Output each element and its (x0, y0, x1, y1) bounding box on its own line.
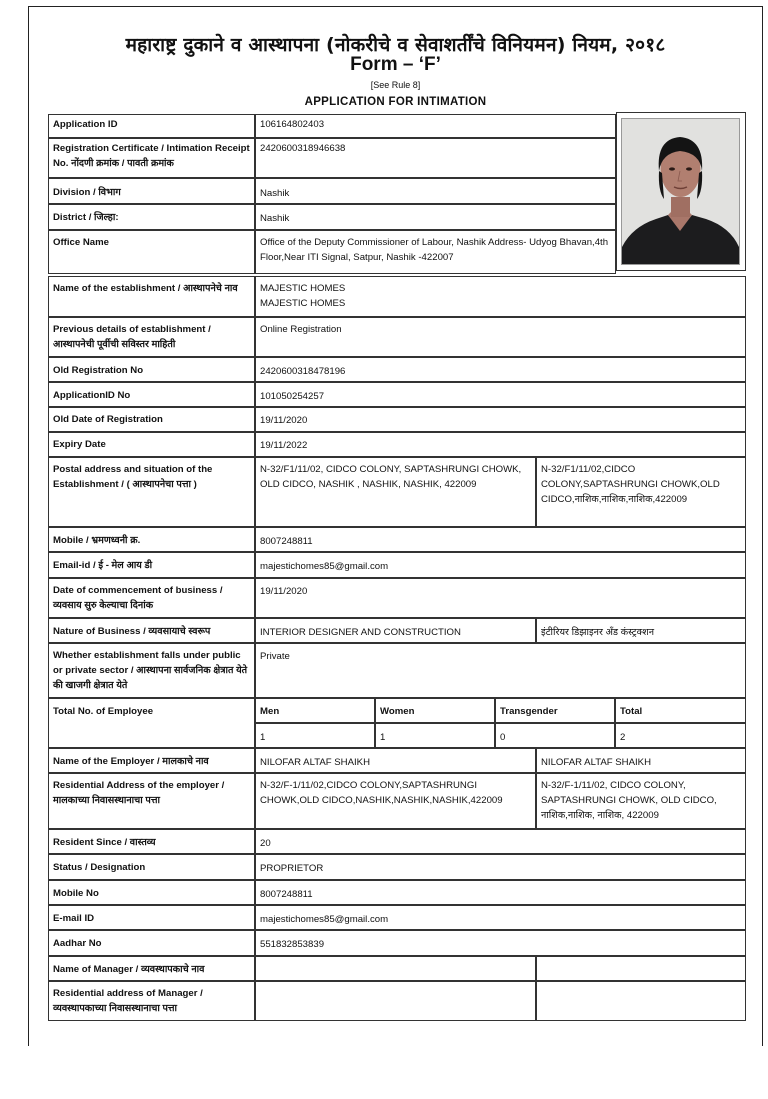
label-nature-of-business: Nature of Business / व्यवसायाचे स्वरूप (48, 618, 255, 643)
value-manager-name-mr (536, 956, 746, 981)
label-mobile-no: Mobile No (48, 880, 255, 905)
label-employer-address: Residential Address of the employer / मालकाच्या निवासस्थानाचा पत्ता (48, 773, 255, 829)
label-previous-details: Previous details of establishment / आस्थापनेची पूर्वीची सविस्तर माहिती (48, 317, 255, 357)
value-employer-name-en: NILOFAR ALTAF SHAIKH (255, 748, 536, 773)
value-sector: Private (255, 643, 746, 698)
value-nature-of-business-mr: इंटीरियर डिझाइनर अँड कंस्ट्रक्शन (536, 618, 746, 643)
label-manager-name: Name of Manager / व्यवस्थापकाचे नाव (48, 956, 255, 981)
value-status-designation: PROPRIETOR (255, 854, 746, 880)
value-resident-since: 20 (255, 829, 746, 854)
form-title-marathi: महाराष्ट्र दुकाने व आस्थापना (नोकरीचे व सेवाशर्तींचे विनियमन) नियम, २०१८ (125, 34, 666, 56)
label-commencement-date: Date of commencement of business / व्यवसाय सुरु केल्याचा दिनांक (48, 578, 255, 618)
label-application-id: Application ID (48, 114, 255, 138)
employees-header-transgender: Transgender (495, 698, 615, 723)
label-aadhar-no: Aadhar No (48, 930, 255, 956)
establishment-name-mr: MAJESTIC HOMES (260, 298, 346, 309)
establishment-name-en: MAJESTIC HOMES (260, 283, 346, 294)
label-district: District / जिल्हा: (48, 204, 255, 230)
label-registration-certificate: Registration Certificate / Intimation Receipt No. नोंदणी क्रमांक / पावती क्रमांक (48, 138, 255, 178)
value-manager-name-en (255, 956, 536, 981)
employees-total-count: 2 (615, 723, 746, 748)
value-registration-certificate: 2420600318946638 (255, 138, 616, 178)
label-expiry-date: Expiry Date (48, 432, 255, 457)
form-table (17, 109, 746, 1099)
value-employer-name-mr: NILOFAR ALTAF SHAIKH (536, 748, 746, 773)
value-postal-address-en: N-32/F1/11/02, CIDCO COLONY, SAPTASHRUNGI CHOWK, OLD CIDCO, NASHIK , NASHIK, NASHIK, 422009 (255, 457, 536, 527)
value-aadhar-no: 551832853839 (255, 930, 746, 956)
label-email: Email-id / ई - मेल आय डी (48, 552, 255, 578)
employees-women-count: 1 (375, 723, 495, 748)
value-office-name: Office of the Deputy Commissioner of Labour, Nashik Address- Udyog Bhavan,4th Floor,Near ITI Signal, Satpur, Nashik -422007 (255, 230, 616, 274)
label-email-id: E-mail ID (48, 905, 255, 930)
employees-header-women: Women (375, 698, 495, 723)
value-old-date-registration: 19/11/2020 (255, 407, 746, 432)
value-manager-address-mr (536, 981, 746, 1021)
value-expiry-date: 19/11/2022 (255, 432, 746, 457)
value-old-registration-no: 2420600318478196 (255, 357, 746, 382)
value-manager-address-en (255, 981, 536, 1021)
label-sector: Whether establishment falls under public or private sector / आस्थापना सार्वजनिक क्षेत्रात येते की खाजगी क्षेत्रात येते (48, 643, 255, 698)
label-old-date-registration: Old Date of Registration (48, 407, 255, 432)
label-office-name: Office Name (48, 230, 255, 274)
employees-men-count: 1 (255, 723, 375, 748)
label-applicationid-no: ApplicationID No (48, 382, 255, 407)
value-mobile: 8007248811 (255, 527, 746, 552)
applicant-photo-image (622, 119, 739, 265)
label-postal-address: Postal address and situation of the Establishment / ( आस्थापनेचा पत्ता ) (48, 457, 255, 527)
employees-header-men: Men (255, 698, 375, 723)
value-mobile-no: 8007248811 (255, 880, 746, 905)
label-mobile: Mobile / भ्रमणध्वनी क्र. (48, 527, 255, 552)
value-postal-address-mr: N-32/F1/11/02,CIDCO COLONY,SAPTASHRUNGI CHOWK,OLD CIDCO,नाशिक,नाशिक,नाशिक,422009 (536, 457, 746, 527)
label-resident-since: Resident Since / वास्तव्य (48, 829, 255, 854)
employees-transgender-count: 0 (495, 723, 615, 748)
label-status-designation: Status / Designation (48, 854, 255, 880)
label-old-registration-no: Old Registration No (48, 357, 255, 382)
label-employer-name: Name of the Employer / मालकाचे नाव (48, 748, 255, 773)
value-division: Nashik (255, 178, 616, 204)
value-previous-details: Online Registration (255, 317, 746, 357)
form-subtitle: APPLICATION FOR INTIMATION (304, 96, 487, 108)
value-nature-of-business-en: INTERIOR DESIGNER AND CONSTRUCTION (255, 618, 536, 643)
value-email: majestichomes85@gmail.com (255, 552, 746, 578)
value-employer-address-mr: N-32/F-1/11/02, CIDCO COLONY, SAPTASHRUNGI CHOWK, OLD CIDCO, नाशिक,नाशिक, नाशिक, 422009 (536, 773, 746, 829)
value-establishment-name (255, 276, 746, 317)
value-application-id: 106164802403 (255, 114, 616, 138)
label-division: Division / विभाग (48, 178, 255, 204)
label-total-employees: Total No. of Employee (48, 698, 255, 748)
employees-header-total: Total (615, 698, 746, 723)
applicant-photo-frame (616, 112, 746, 271)
form-name: Form – ‘F’ (350, 54, 441, 75)
value-commencement-date: 19/11/2020 (255, 578, 746, 618)
applicant-photo (621, 118, 740, 265)
form-rule: [See Rule 8] (370, 80, 421, 90)
value-employer-address-en: N-32/F-1/11/02,CIDCO COLONY,SAPTASHRUNGI CHOWK,OLD CIDCO,NASHIK,NASHIK,NASHIK,422009 (255, 773, 536, 829)
value-district: Nashik (255, 204, 616, 230)
label-establishment-name: Name of the establishment / आस्थापनेचे नाव (48, 276, 255, 317)
label-manager-address: Residential address of Manager / व्यवस्थापकाच्या निवासस्थानाचा पत्ता (48, 981, 255, 1021)
value-applicationid-no: 101050254257 (255, 382, 746, 407)
value-email-id: majestichomes85@gmail.com (255, 905, 746, 930)
